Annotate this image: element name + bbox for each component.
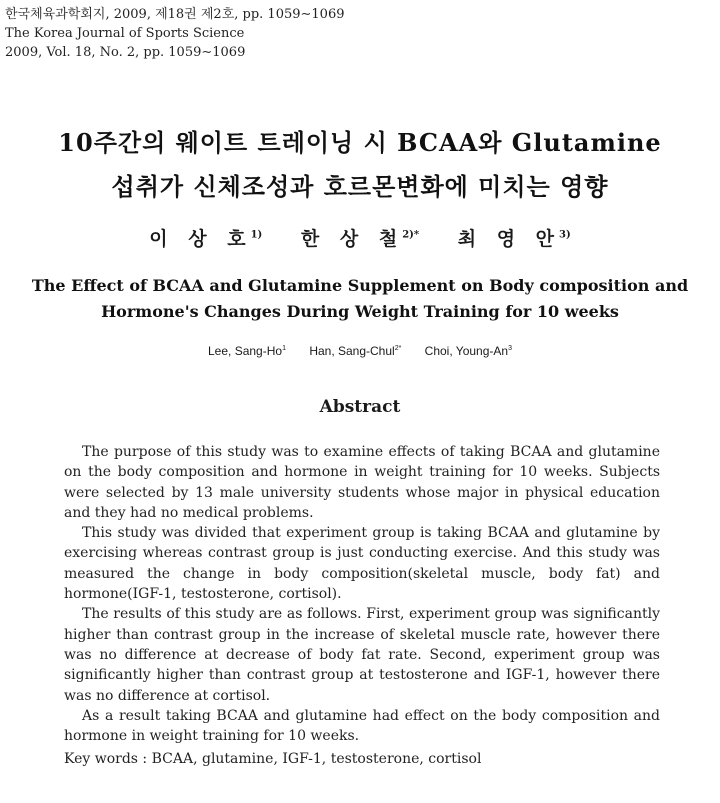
author-korean-3: 최 영 안$^{3)}$ (457, 228, 571, 250)
authors-korean (0, 224, 720, 251)
journal-header-name: The Korea Journal of Sports Science (5, 26, 245, 41)
journal-header-korean: 한국체육과학회지, 2009, 제18권 제2호, pp. 1059∼1069 (5, 7, 345, 22)
abstract-paragraph: The purpose of this study was to examine effects of taking BCAA and glutamine on the body composition and hormone in weight training for 10 weeks. Subjects were selected by 13 male university students whose major in physical education and they had no medical problems. (64, 444, 660, 521)
title-english-line1: The Effect of BCAA and Glutamine Supplement on Body composition and (31, 276, 689, 295)
keywords: Key words : BCAA, glutamine, IGF-1, testosterone, cortisol (64, 751, 482, 767)
title-korean-line2: 섭취가 신체조성과 호르몬변화에 미치는 영향 (111, 172, 609, 201)
author-korean-2: 한 상 철$^{2)*}$ (300, 228, 420, 250)
author-korean-1: 이 상 호$^{1)}$ (149, 228, 263, 250)
journal-header-volume: 2009, Vol. 18, No. 2, pp. 1059∼1069 (5, 45, 246, 60)
abstract-paragraph: As a result taking BCAA and glutamine had effect on the body composition and hormone in weight training for 10 weeks. (64, 707, 660, 745)
abstract-heading: Abstract (319, 397, 401, 417)
author-english-2: Han, Sang-Chul$^{2*}$ (309, 344, 402, 358)
abstract-paragraph: This study was divided that experiment group is taking BCAA and glutamine by exercising whereas contrast group is just conducting exercise. And this study was measured the change in body composition(skeletal muscle, body fat) and hormone(IGF-1, testosterone, cortisol). (64, 525, 660, 603)
title-english-line2: Hormone's Changes During Weight Training for 10 weeks (101, 302, 619, 321)
title-korean-line1: 10주간의 웨이트 트레이닝 시 BCAA와 Glutamine (58, 128, 662, 157)
abstract-body (64, 442, 660, 746)
author-english-3: Choi, Young-An$^3$ (424, 344, 512, 358)
journal-header (5, 5, 345, 62)
author-english-1: Lee, Sang-Ho$^1$ (208, 344, 286, 358)
abstract-paragraph: The results of this study are as follows. First, experiment group was significantly higher than contrast group in the increase of skeletal muscle rate, however there was no difference at decrease of body fat rate. Second, experiment group was significantly higher than contrast group at testosterone and IGF-1, however there was no difference at cortisol. (64, 606, 660, 704)
authors-english (0, 344, 720, 358)
